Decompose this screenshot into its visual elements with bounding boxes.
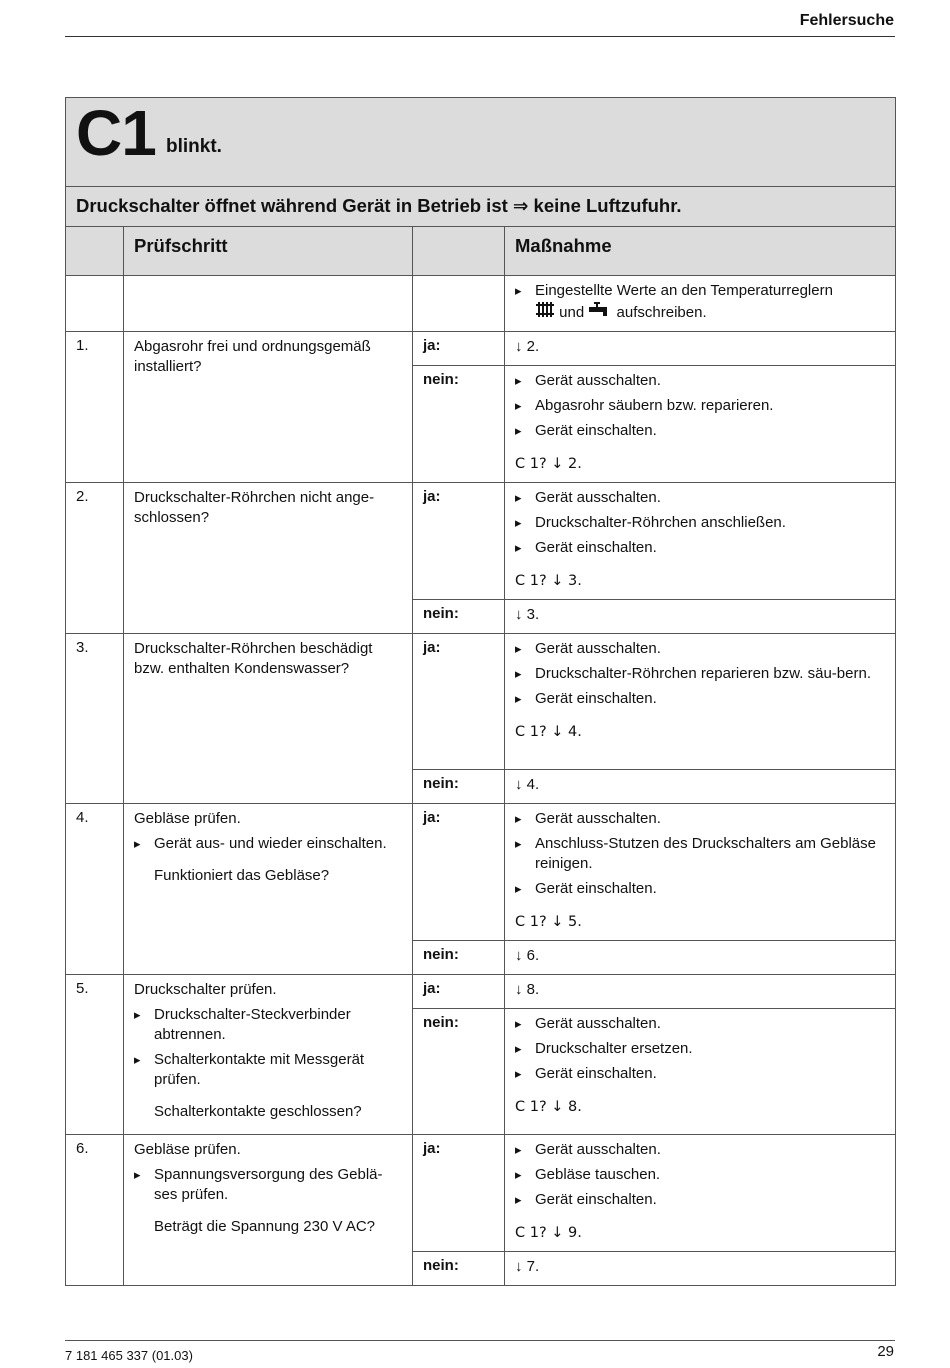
header-blank	[413, 227, 505, 276]
result-reference: C 1? ↓ 2.	[515, 456, 582, 472]
header-divider	[65, 36, 895, 37]
answer-no-label: nein:	[413, 1009, 505, 1135]
error-code-status: blinkt.	[166, 136, 222, 157]
result-reference: C 1? ↓ 4.	[515, 724, 582, 740]
action-yes: ↓ 2.	[505, 332, 896, 366]
action-no: ↓ 6.	[505, 941, 896, 975]
action-yes: ↓ 8.	[505, 975, 896, 1009]
step-question: Gebläse prüfen. ▸ Spannungsversorgung des Geblä-ses prüfen. Beträgt die Spannung 230 V AC?	[124, 1135, 413, 1286]
result-reference: C 1? ↓ 5.	[515, 914, 582, 930]
action-no: ▸ Gerät ausschalten. ▸ Druckschalter ersetzen. ▸ Gerät einschalten. C 1? ↓ 8.	[505, 1009, 896, 1135]
answer-no-label: nein:	[413, 600, 505, 634]
document-number: 7 181 465 337 (01.03)	[65, 1348, 193, 1363]
step-question: Gebläse prüfen. ▸ Gerät aus- und wieder einschalten. Funktioniert das Gebläse?	[124, 804, 413, 975]
column-header-step: Prüfschritt	[124, 227, 413, 276]
result-reference: C 1? ↓ 9.	[515, 1225, 582, 1241]
troubleshooting-table	[65, 97, 896, 1286]
radiator-icon	[535, 301, 555, 323]
error-code: C1	[76, 97, 156, 169]
step-question: Druckschalter-Röhrchen nicht ange-schlossen?	[124, 483, 413, 634]
action-yes: ▸ Gerät ausschalten. ▸ Anschluss-Stutzen des Druckschalters am Gebläse reinigen. ▸ Gerät einschalten. C 1? ↓ 5.	[505, 804, 896, 941]
answer-no-label: nein:	[413, 770, 505, 804]
header-blank	[66, 227, 124, 276]
action-no: ↓ 3.	[505, 600, 896, 634]
error-description: Druckschalter öffnet während Gerät in Betrieb ist ⇒ keine Luftzufuhr.	[66, 187, 896, 227]
tap-icon	[588, 301, 612, 323]
answer-yes-label: ja:	[413, 804, 505, 941]
action-no: ↓ 7.	[505, 1252, 896, 1286]
step-number: 5.	[66, 975, 124, 1135]
result-reference: C 1? ↓ 8.	[515, 1099, 582, 1115]
step-number: 4.	[66, 804, 124, 975]
page-header-title: Fehlersuche	[799, 12, 894, 29]
result-reference: C 1? ↓ 3.	[515, 573, 582, 589]
answer-yes-label: ja:	[413, 1135, 505, 1252]
step-number: 3.	[66, 634, 124, 804]
column-header-action: Maßnahme	[505, 227, 896, 276]
step-question: Abgasrohr frei und ordnungsgemäß installiert?	[124, 332, 413, 483]
step-question: Druckschalter prüfen. ▸ Druckschalter-Steckverbinder abtrennen. ▸ Schalterkontakte mit Messgerät prüfen. Schalterkontakte geschlossen?	[124, 975, 413, 1135]
step-number: 2.	[66, 483, 124, 634]
action-yes: ▸ Gerät ausschalten. ▸ Gebläse tauschen. ▸ Gerät einschalten. C 1? ↓ 9.	[505, 1135, 896, 1252]
step-question: Druckschalter-Röhrchen beschädigt bzw. enthalten Kondenswasser?	[124, 634, 413, 804]
footer-divider	[65, 1340, 895, 1341]
action-yes: ▸ Gerät ausschalten. ▸ Druckschalter-Röhrchen anschließen. ▸ Gerät einschalten. C 1? ↓ 3.	[505, 483, 896, 600]
answer-yes-label: ja:	[413, 975, 505, 1009]
error-code-header	[66, 98, 896, 187]
step-number: 1.	[66, 332, 124, 483]
action-yes: ▸ Gerät ausschalten. ▸ Druckschalter-Röhrchen reparieren bzw. säu-bern. ▸ Gerät einschalten. C 1? ↓ 4.	[505, 634, 896, 770]
answer-yes-label: ja:	[413, 483, 505, 600]
answer-no-label: nein:	[413, 941, 505, 975]
answer-yes-label: ja:	[413, 332, 505, 366]
action-no: ▸ Gerät ausschalten. ▸ Abgasrohr säubern bzw. reparieren. ▸ Gerät einschalten. C 1? ↓ 2.	[505, 366, 896, 483]
answer-no-label: nein:	[413, 1252, 505, 1286]
answer-no-label: nein:	[413, 366, 505, 483]
intro-instruction: ▸ Eingestellte Werte an den Temperaturreglern und aufschreiben.	[505, 276, 896, 332]
action-no: ↓ 4.	[505, 770, 896, 804]
answer-yes-label: ja:	[413, 634, 505, 770]
page-number: 29	[877, 1343, 894, 1360]
step-number: 6.	[66, 1135, 124, 1286]
